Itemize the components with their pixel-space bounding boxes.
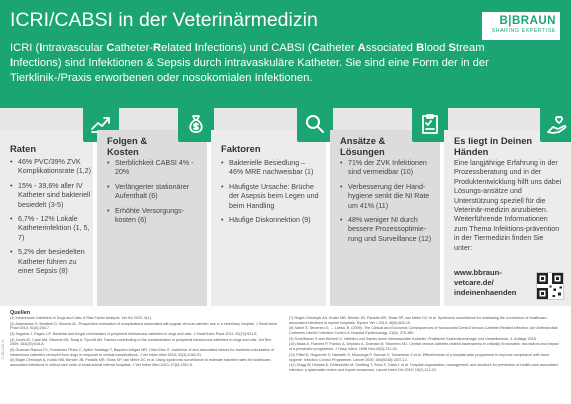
intro-initial: I: [39, 42, 43, 54]
intro-initial: S: [448, 42, 456, 54]
intro-segment: atheter: [319, 42, 358, 54]
reference-item: (1) Intravenous Catheters in Dogs and Cats: A Risk Factor Analysis. Vet Sci 2022; 9(1).: [10, 316, 152, 320]
intro-text: [10, 41, 510, 86]
list-item: • Bakterielle Besiedlung – 46% MRE nachweisbar (1): [221, 159, 321, 178]
intro-segment: atheter-: [114, 42, 154, 54]
header-banner: [0, 0, 571, 108]
magnifier-icon: [297, 106, 333, 142]
list-item: • Verlängerter stationärer Aufenthalt (6): [107, 183, 202, 202]
list-item: • 46% PVC/39% ZVK Komplikationsrate (1,2): [10, 158, 94, 177]
intro-segment: tream: [455, 42, 485, 54]
reference-item: (9) Schellhauer S and Wichert S. Infektion und Sepsis durch intravaskuläre Katheter. Praktische Kastentierchirurgie und Umweltschutz, 4. Auflage 2018: [289, 336, 536, 341]
intro-segment: ssociated: [365, 42, 417, 54]
intro-segment: nfections) und CABSI (: [197, 42, 312, 54]
reference-item: (3) Seguela J, Pages J-P. Bacterial and fungal colonisation of peripheral intravenous catheters in dogs and cats. J Small Anim Pract 2011; 52(10):531-5.: [10, 331, 258, 336]
column-raten: [0, 130, 95, 306]
intro-segment: ntravascular: [42, 42, 107, 54]
column-items: [107, 159, 202, 230]
intro-segment: lood: [424, 42, 449, 54]
column-title: Raten: [10, 143, 37, 154]
intro-initial: C: [311, 42, 320, 54]
reference-item: (12) Zingg W, Holmes A, Dettenkofer M, Goetting T, Secci F, Clack L et al. Hospital organisation, management, and structure for prevention of health-care-associated infection: a systematic review and expert consensus. Lancet Infect Dis 2015; 15(2):212-24.: [289, 363, 558, 372]
list-item: • 15% - 39,6% aller IV Katheter sind bakteriell besiedelt (3-5): [10, 182, 94, 210]
reference-item: (7) Rugle-Christoph AA, Kostic MB, Bender JB, Paradis MR, Shaw SP, van Metre DC et al. Syndromic surveillance for evaluating the occurrence of healthcare-associated infections in equine hospitals. Equine Vet J 2014; 46(5):605-10.: [289, 316, 548, 325]
page-title: ICRI/CABSI in der Veterinärmedizin: [10, 9, 318, 31]
column-items: [340, 159, 436, 249]
intro-segment: elated: [161, 42, 195, 54]
info-columns: [0, 130, 571, 308]
reference-item: (11) Pittet D, Hugonnet S, Harbarth S, Mourouga P, Sauvan V, Touveneau S et al. Effectiveness of a hospital-wide programme to improve compliance with hand hygiene. Infection Control Programme. Lancet 2000; 356(9238):1307-12.: [289, 352, 549, 362]
intro-initial: C: [106, 42, 115, 54]
column-title: Ansätze & Lösungen: [340, 135, 386, 157]
column-paragraph: Eine langjährige Erfahrung in der Prozessberatung und in der Produktentwicklung hilft uns dabei Lösungs-ansätze und Unterstützung speziell für die Veterinär-medizin anzubieten. Weiterführende Informationen zum Thema Infektions-prävention in der Tiermedizin finden Sie unter:: [454, 159, 562, 252]
intro-initial: I: [194, 42, 198, 54]
column-title: Folgen & Kosten: [107, 135, 148, 157]
column-title: Es liegt in Deinen Händen: [454, 135, 533, 157]
list-item: • Erhöhte Versorgungs-kosten (6): [107, 207, 202, 226]
list-item: • 71% der ZVK Infektionen sind vermeidbar (10): [340, 159, 436, 178]
reference-item: (8) Samir S, Stroeneu G, ... Lanka, B. (2009). The Clinical and Economic Consequences of Nosocomial Central Venous Catheter-Related Infection: Are Antimicrobial Catheters Useful? Infection Control & Hospital Epidemiology, 21(6), 375-380.: [289, 326, 558, 336]
list-item: • Verbesserung der Hand-hygiene senkt die NI Rate um 41% (11): [340, 183, 436, 211]
column-items: [10, 158, 94, 281]
reference-item: (5) Guzman Ramos PJ, Fernández Pérez C, Ayllón Santiago T, Baquero Artigao MR, Ortiz-Díez G. Incidence of and associated factors for bacterial colonization of intravenous catheters removed from dogs in response to clinical complications. J Vet Intern Med 2018; 32(3):1084-91.: [10, 347, 275, 357]
list-item: • 48% weniger NI durch bessere Prozessoptimie-rung und Surveillance (12): [340, 216, 436, 244]
references-title: Quellen: [10, 310, 31, 316]
reference-item: (2) Adamantos S, Brodbelt D, Moores AL. Prospective evaluation of complications associated with jugular venous catheter use in a veterinary hospital. J Small Anim Pract 2010; 51(5):254-7.: [10, 321, 278, 331]
money-bag-icon: [178, 106, 214, 142]
reference-item: (10) Maas A, Flament P, Pardou A, Deplano A, Dramaix M, Struelens MJ. Central venous catheter-related bacteraemia in critically ill neonates: risk factors and impact of a prevention programme. J Hosp Infect. 1998 Nov;40(3):211-24.: [289, 342, 559, 352]
intro-initial: I: [10, 57, 14, 69]
logo-name: B|BRAUN: [499, 15, 556, 27]
bbraun-logo: [482, 12, 560, 40]
column-folgen-kosten: [97, 130, 209, 306]
column-faktoren: [211, 130, 328, 306]
intro-segment: ICRI (: [10, 42, 40, 54]
references-right: [289, 316, 561, 374]
logo-tagline: SHARING EXPERTISE: [491, 28, 556, 34]
references-left: [10, 316, 278, 369]
list-item: • 6,7% - 12% Lokale Katheterinfektion (1, 5, 7): [10, 215, 94, 243]
column-ansaetze-loesungen: [330, 130, 442, 306]
list-item: • Sterblichkeit CABSI 4% - 20%: [107, 159, 202, 178]
column-items: [221, 159, 321, 230]
checklist-icon: [412, 106, 448, 142]
intro-segment: nfections) sind Infektionen & Sepsis durch intravaskuläre Katheter. Sie sind eine Form der in der Tierklinik-/Praxis erworbenen oder nosokomialen Infektionen.: [10, 57, 489, 84]
intro-initial: R: [153, 42, 162, 54]
column-haenden: [444, 130, 571, 306]
qr-code: [536, 272, 564, 300]
list-item: • Häufige Diskonnektion (9): [221, 216, 321, 225]
list-item: • Häufigste Ursache: Brüche der Asepsis beim Legen und beim Handling: [221, 183, 321, 211]
website-link[interactable]: www.bbraun-vetcare.de/ indeinenhaenden: [454, 268, 517, 297]
intro-initial: A: [357, 42, 366, 54]
column-title: Faktoren: [221, 143, 261, 154]
document-code: 71-ED-2/0.21: [1, 339, 5, 360]
list-item: • 5,2% der besiedelten Katheter führen zu einer Sepsis (8): [10, 248, 94, 276]
intro-initial: B: [416, 42, 425, 54]
hand-care-icon: [540, 106, 571, 142]
reference-item: (6) Bugle-Christoph A, Kostic MB, Bender JB, Paradis MR. Shaw SP, van Metre DC et al. Using syndromic surveillance to estimate baseline rates for healthcare-associated infections in critical care units of small animal referral hospitals. J Vet Intern Med 2013; 27(6):1352-8.: [10, 358, 272, 368]
reference-item: (4) Jones ID, Case AM, Stevens KB, Boag A, Rycroft AN. Factors contributing to the contamination of peripheral intravenous catheters in dogs and cats. Vet Rec 2009; 164(20):616-8.: [10, 337, 272, 347]
